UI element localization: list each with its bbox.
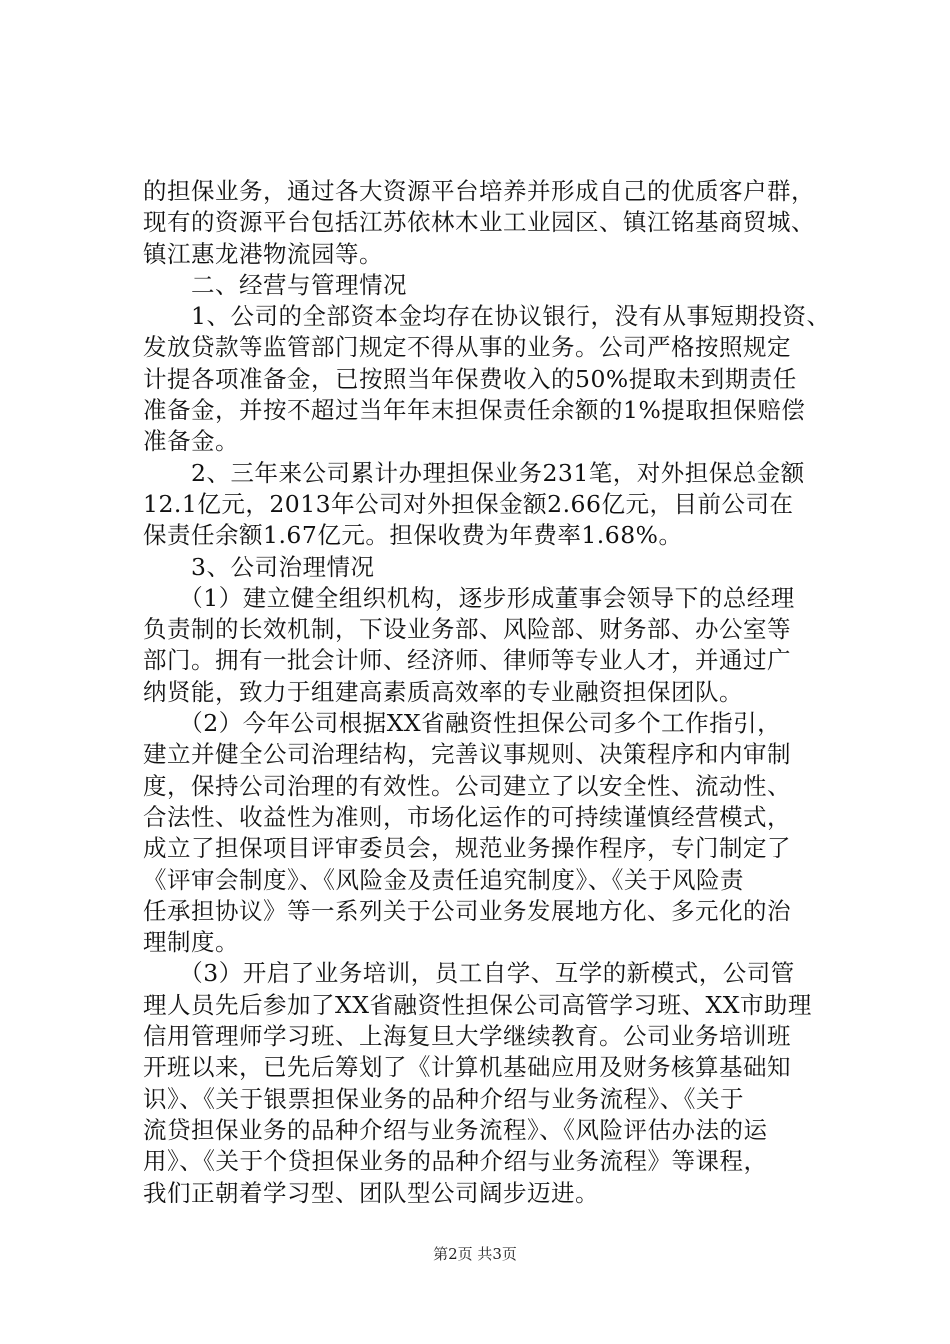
text-line: 用》、《关于个贷担保业务的品种介绍与业务流程》等课程， [143,1147,768,1176]
text-line: 准备金，并按不超过当年年末担保责任余额的1%提取担保赔偿 [143,396,806,425]
text-line: 理制度。 [143,928,239,957]
text-line: 部门。拥有一批会计师、经济师、律师等专业人才，并通过广 [143,646,791,675]
text-line: 理人员先后参加了XX省融资性担保公司高管学习班、XX市助理 [143,990,812,1019]
text-line: 的担保业务，通过各大资源平台培养并形成自己的优质客户群， [143,177,815,205]
text-line: 任承担协议》等一系列关于公司业务发展地方化、多元化的治 [143,896,791,925]
text-line: 2、三年来公司累计办理担保业务231笔，对外担保总金额 [143,458,805,487]
text-line: 《评审会制度》、《风险金及责任追究制度》、《关于风险责 [143,865,744,894]
text-line: 负责制的长效机制，下设业务部、风险部、财务部、办公室等 [143,615,791,644]
text-line: 保责任余额1.67亿元。担保收费为年费率1.68%。 [143,521,683,550]
text-line: 发放贷款等监管部门规定不得从事的业务。公司严格按照规定 [143,333,791,362]
text-line: 准备金。 [143,427,239,456]
text-line: 度，保持公司治理的有效性。公司建立了以安全性、流动性、 [143,771,791,800]
text-line: （3）开启了业务培训，员工自学、互学的新模式，公司管 [143,959,795,988]
text-line: （2）今年公司根据XX省融资性担保公司多个工作指引， [143,709,782,738]
page-number-footer: 第2页 共3页 [433,1245,517,1263]
text-line: 纳贤能，致力于组建高素质高效率的专业融资担保团队。 [143,677,743,706]
text-line: 计提各项准备金，已按照当年保费收入的50%提取未到期责任 [143,364,797,393]
text-line: 镇江惠龙港物流园等。 [143,239,383,268]
text-line: 12.1亿元，2013年公司对外担保金额2.66亿元，目前公司在 [143,489,794,518]
text-line: 我们正朝着学习型、团队型公司阔步迈进。 [143,1178,599,1207]
text-line: 流贷担保业务的品种介绍与业务流程》、《风险评估办法的运 [143,1115,768,1144]
subsection-heading: 3、公司治理情况 [143,552,375,581]
text-line: 识》、《关于银票担保业务的品种介绍与业务流程》、《关于 [143,1084,744,1113]
text-line: 合法性、收益性为准则，市场化运作的可持续谨慎经营模式， [143,802,791,831]
document-body [143,176,833,1209]
text-line: 成立了担保项目评审委员会，规范业务操作程序，专门制定了 [143,834,791,863]
text-line: 开班以来，已先后筹划了《计算机基础应用及财务核算基础知 [143,1053,791,1082]
text-line: 现有的资源平台包括江苏依林木业工业园区、镇江铭基商贸城、 [143,208,815,237]
section-heading: 二、经营与管理情况 [143,270,407,299]
text-line: （1）建立健全组织机构，逐步形成董事会领导下的总经理 [143,583,795,612]
text-line: 信用管理师学习班、上海复旦大学继续教育。公司业务培训班 [143,1022,791,1051]
text-line: 建立并健全公司治理结构，完善议事规则、决策程序和内审制 [143,740,791,769]
text-line: 1、公司的全部资本金均存在协议银行，没有从事短期投资、 [143,302,831,331]
